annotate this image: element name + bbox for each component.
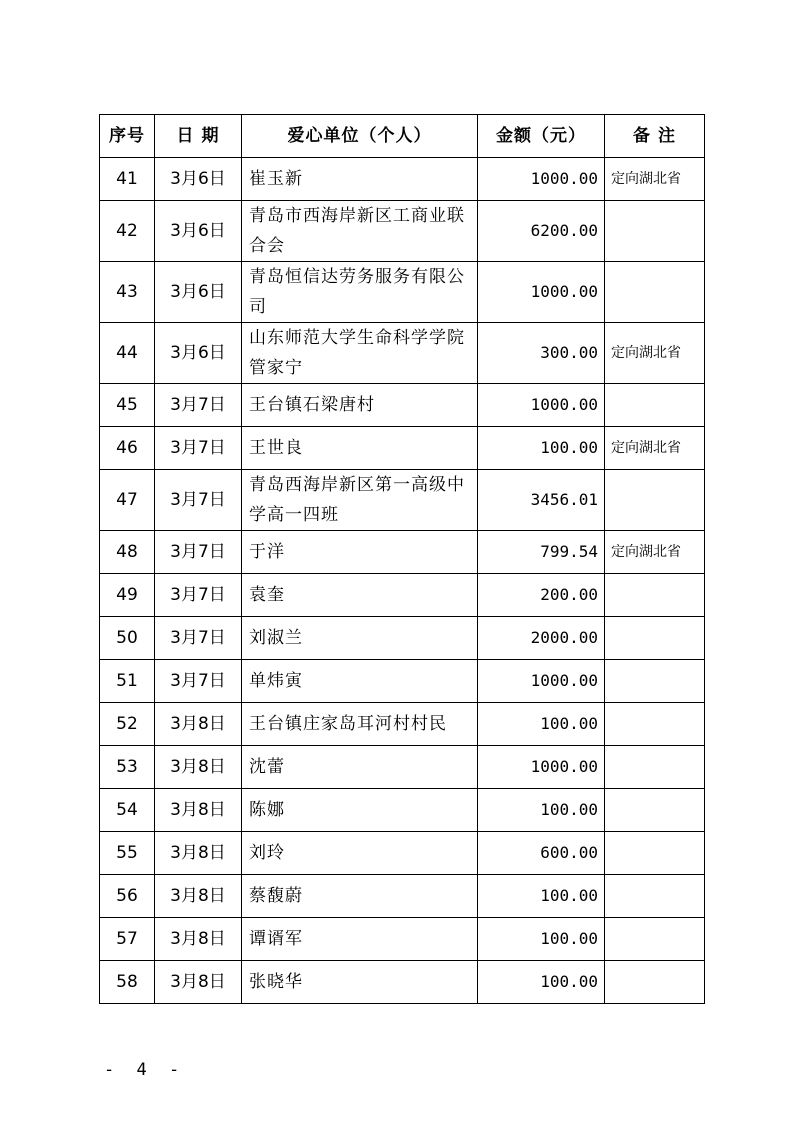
- cell-donor: 王世良: [242, 427, 478, 470]
- cell-date: 3月7日: [155, 384, 242, 427]
- cell-seq: 45: [100, 384, 155, 427]
- cell-date: 3月6日: [155, 158, 242, 201]
- cell-date: 3月8日: [155, 703, 242, 746]
- table-row: [100, 323, 705, 384]
- cell-seq: 58: [100, 961, 155, 1004]
- cell-date: 3月6日: [155, 262, 242, 323]
- cell-donor: 青岛西海岸新区第一高级中学高一四班: [242, 470, 478, 531]
- cell-donor: 单炜寅: [242, 660, 478, 703]
- cell-remark: 定向湖北省: [605, 427, 705, 470]
- cell-seq: 56: [100, 875, 155, 918]
- table-row: [100, 703, 705, 746]
- cell-date: 3月8日: [155, 746, 242, 789]
- cell-donor: 王台镇庄家岛耳河村村民: [242, 703, 478, 746]
- cell-date: 3月6日: [155, 323, 242, 384]
- header-remark: 备 注: [605, 115, 705, 158]
- cell-seq: 52: [100, 703, 155, 746]
- header-date: 日 期: [155, 115, 242, 158]
- table-row: [100, 531, 705, 574]
- cell-remark: [605, 384, 705, 427]
- cell-amount: 200.00: [478, 574, 605, 617]
- cell-remark: 定向湖北省: [605, 531, 705, 574]
- cell-date: 3月7日: [155, 617, 242, 660]
- table-row: [100, 789, 705, 832]
- cell-date: 3月7日: [155, 470, 242, 531]
- cell-date: 3月8日: [155, 875, 242, 918]
- cell-amount: 1000.00: [478, 158, 605, 201]
- table-row: [100, 832, 705, 875]
- table-row: [100, 918, 705, 961]
- cell-date: 3月8日: [155, 918, 242, 961]
- table-row: [100, 961, 705, 1004]
- cell-seq: 54: [100, 789, 155, 832]
- cell-remark: [605, 875, 705, 918]
- cell-amount: 100.00: [478, 427, 605, 470]
- cell-amount: 100.00: [478, 961, 605, 1004]
- cell-seq: 55: [100, 832, 155, 875]
- cell-remark: [605, 746, 705, 789]
- cell-amount: 300.00: [478, 323, 605, 384]
- cell-date: 3月6日: [155, 201, 242, 262]
- cell-donor: 袁奎: [242, 574, 478, 617]
- cell-seq: 51: [100, 660, 155, 703]
- cell-amount: 600.00: [478, 832, 605, 875]
- cell-amount: 6200.00: [478, 201, 605, 262]
- cell-remark: [605, 574, 705, 617]
- cell-donor: 山东师范大学生命科学学院管家宁: [242, 323, 478, 384]
- table-row: [100, 746, 705, 789]
- cell-remark: [605, 470, 705, 531]
- table-row: [100, 384, 705, 427]
- page-number: - 4 -: [104, 1060, 186, 1080]
- cell-date: 3月7日: [155, 531, 242, 574]
- cell-date: 3月8日: [155, 789, 242, 832]
- table-row: [100, 617, 705, 660]
- cell-donor: 沈蕾: [242, 746, 478, 789]
- cell-seq: 43: [100, 262, 155, 323]
- cell-remark: [605, 961, 705, 1004]
- cell-amount: 1000.00: [478, 660, 605, 703]
- header-seq: 序号: [100, 115, 155, 158]
- cell-seq: 57: [100, 918, 155, 961]
- cell-remark: [605, 789, 705, 832]
- cell-seq: 53: [100, 746, 155, 789]
- table-row: [100, 427, 705, 470]
- cell-donor: 崔玉新: [242, 158, 478, 201]
- table-row: [100, 470, 705, 531]
- cell-remark: [605, 832, 705, 875]
- cell-date: 3月8日: [155, 832, 242, 875]
- cell-donor: 张晓华: [242, 961, 478, 1004]
- cell-donor: 谭谞军: [242, 918, 478, 961]
- cell-amount: 1000.00: [478, 262, 605, 323]
- cell-amount: 1000.00: [478, 746, 605, 789]
- cell-seq: 44: [100, 323, 155, 384]
- cell-seq: 50: [100, 617, 155, 660]
- header-donor: 爱心单位（个人）: [242, 115, 478, 158]
- cell-date: 3月7日: [155, 660, 242, 703]
- cell-remark: [605, 201, 705, 262]
- cell-amount: 3456.01: [478, 470, 605, 531]
- cell-donor: 刘玲: [242, 832, 478, 875]
- table-row: [100, 262, 705, 323]
- table-header-row: [100, 115, 705, 158]
- cell-seq: 48: [100, 531, 155, 574]
- cell-amount: 100.00: [478, 703, 605, 746]
- cell-donor: 青岛恒信达劳务服务有限公司: [242, 262, 478, 323]
- cell-remark: [605, 703, 705, 746]
- table-row: [100, 201, 705, 262]
- cell-seq: 47: [100, 470, 155, 531]
- cell-amount: 100.00: [478, 875, 605, 918]
- header-amount: 金额（元）: [478, 115, 605, 158]
- table-body: [100, 158, 705, 1004]
- cell-donor: 刘淑兰: [242, 617, 478, 660]
- cell-date: 3月7日: [155, 427, 242, 470]
- cell-seq: 42: [100, 201, 155, 262]
- table-row: [100, 875, 705, 918]
- cell-remark: [605, 918, 705, 961]
- cell-donor: 王台镇石梁唐村: [242, 384, 478, 427]
- donation-table: [99, 114, 705, 1004]
- cell-seq: 41: [100, 158, 155, 201]
- table-row: [100, 660, 705, 703]
- table-row: [100, 574, 705, 617]
- cell-amount: 100.00: [478, 918, 605, 961]
- cell-date: 3月7日: [155, 574, 242, 617]
- cell-remark: 定向湖北省: [605, 158, 705, 201]
- cell-remark: 定向湖北省: [605, 323, 705, 384]
- cell-amount: 100.00: [478, 789, 605, 832]
- cell-seq: 49: [100, 574, 155, 617]
- cell-amount: 1000.00: [478, 384, 605, 427]
- cell-donor: 于洋: [242, 531, 478, 574]
- table-row: [100, 158, 705, 201]
- cell-date: 3月8日: [155, 961, 242, 1004]
- cell-remark: [605, 262, 705, 323]
- cell-remark: [605, 660, 705, 703]
- cell-remark: [605, 617, 705, 660]
- cell-donor: 蔡馥蔚: [242, 875, 478, 918]
- cell-seq: 46: [100, 427, 155, 470]
- cell-amount: 2000.00: [478, 617, 605, 660]
- cell-amount: 799.54: [478, 531, 605, 574]
- cell-donor: 陈娜: [242, 789, 478, 832]
- cell-donor: 青岛市西海岸新区工商业联合会: [242, 201, 478, 262]
